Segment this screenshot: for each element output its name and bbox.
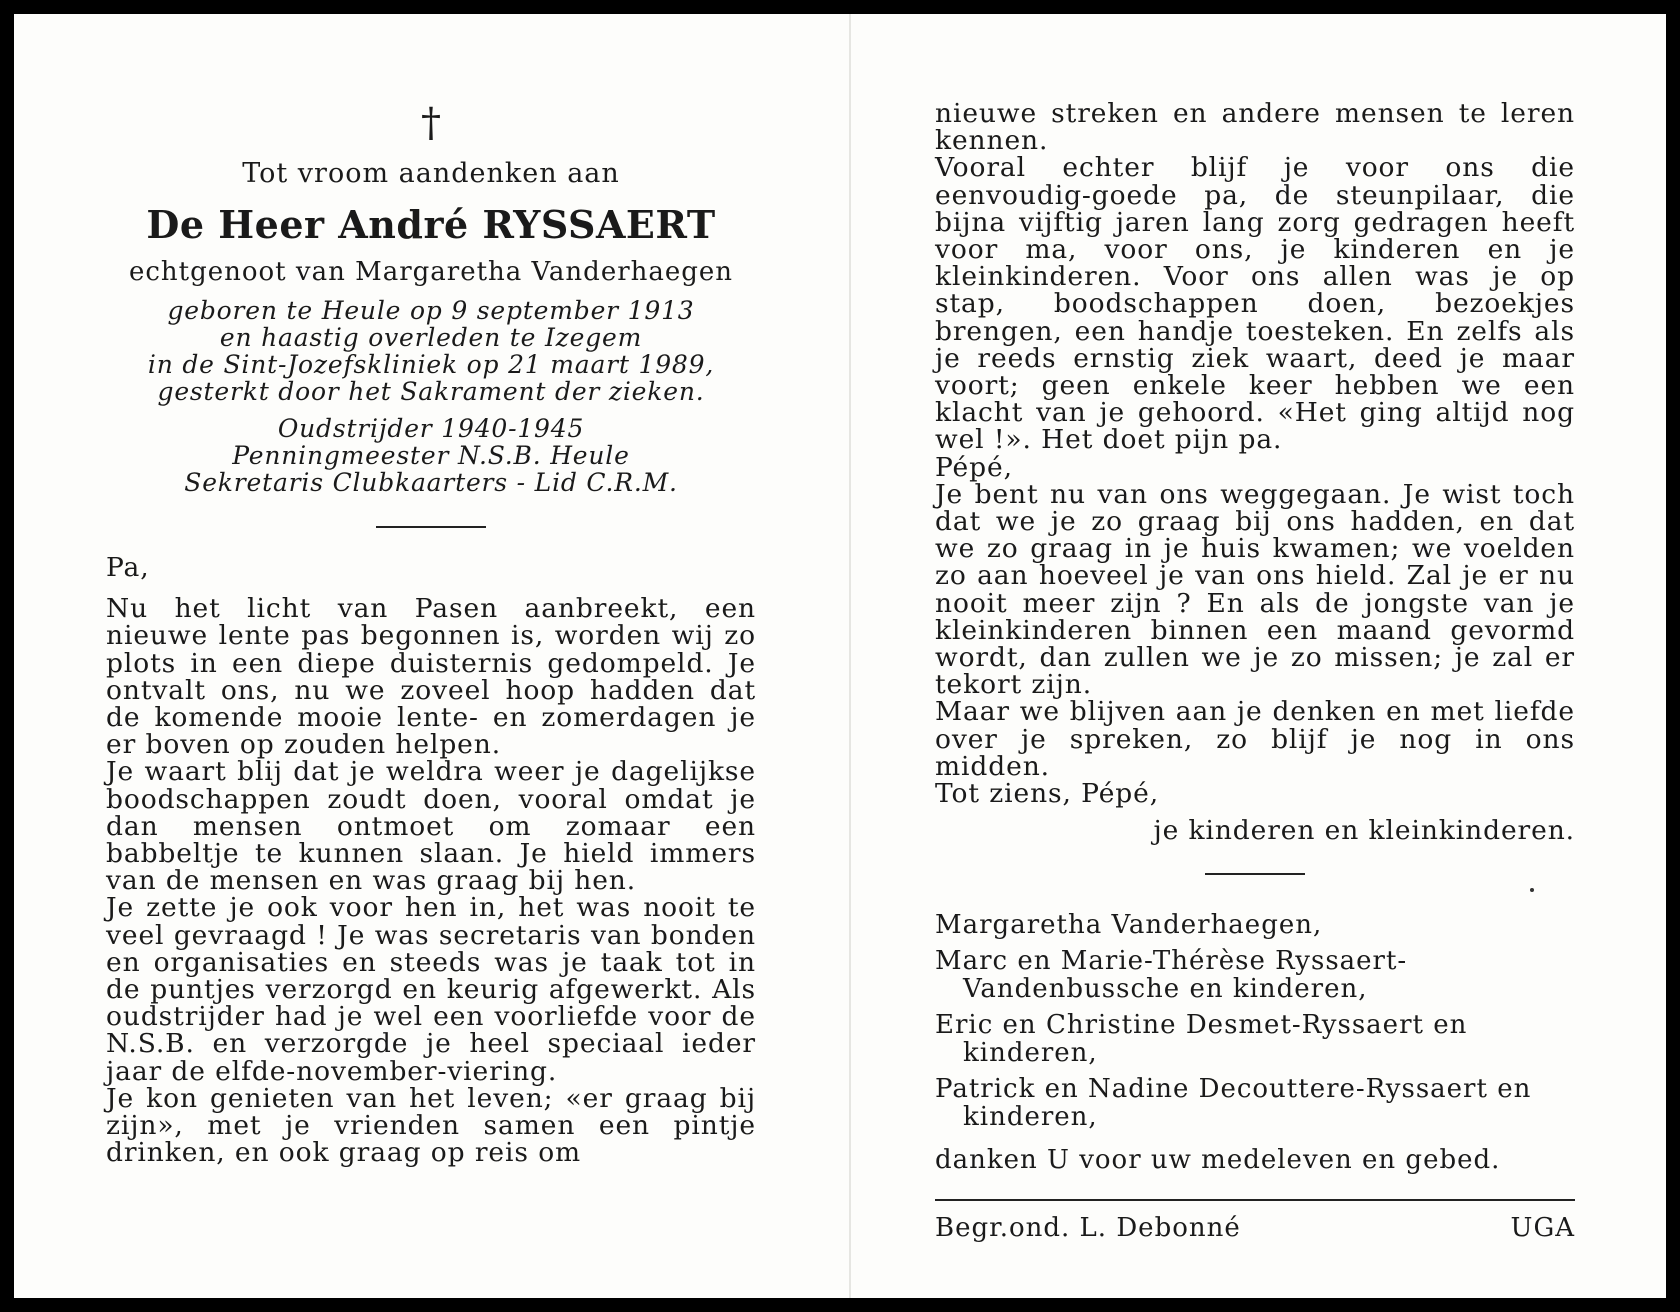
birth-death-block — [106, 297, 756, 405]
letter-paragraph: Je kon genieten van het leven; «er graag bij zijn», met je vrienden samen een pintje drinken, en ook graag op reis om — [106, 1082, 756, 1169]
title-line: Sekretaris Clubkaarters - Lid C.R.M. — [184, 468, 678, 497]
undertaker: Begr.ond. L. Debonné — [935, 1213, 1241, 1244]
letter-greeting: Pa, — [106, 552, 150, 583]
letter-paragraph: Je zette je ook voor hen in, het was nooit te veel gevraagd ! Je was secretaris van bonden en organisaties en steeds was je taak tot in de puntjes verzorgd en keurig afgewerkt. Als oudstrijder had je wel een voorliefde voor de N.S.B. en verzorgde je heel speciaal ieder jaar de elfde-november-viering. — [106, 892, 756, 1087]
birth-death-line: geboren te Heule op 9 september 1913 — [167, 296, 695, 325]
footer-divider — [935, 1199, 1575, 1201]
letter-left — [106, 552, 756, 1169]
family-member: Eric en Christine Desmet-Ryssaert en kinderen, — [935, 1010, 1468, 1069]
footer — [935, 1211, 1575, 1245]
speck-mark — [1530, 888, 1534, 892]
printer: UGA — [1510, 1213, 1575, 1244]
intro-line: Tot vroom aandenken aan — [242, 158, 620, 189]
family-list — [935, 911, 1575, 1131]
letter-signature: je kinderen en kleinkinderen. — [1153, 815, 1575, 847]
title-line: Penningmeester N.S.B. Heule — [232, 441, 630, 470]
letter-paragraph: Maar we blijven aan je denken en met liefde over je spreken, zo blijf je nog in ons midden. — [935, 696, 1575, 782]
cross-icon: † — [421, 100, 441, 146]
left-page — [106, 95, 756, 1169]
birth-death-line: in de Sint-Jozefskliniek op 21 maart 1989, — [147, 350, 715, 379]
divider — [376, 526, 486, 528]
thanks-line: danken U voor uw medeleven en gebed. — [935, 1145, 1501, 1176]
title-line: Oudstrijder 1940-1945 — [277, 414, 585, 443]
family-member: Patrick en Nadine Decouttere-Ryssaert en kinderen, — [935, 1074, 1532, 1133]
right-page — [935, 100, 1575, 1245]
titles-block — [106, 415, 756, 496]
letter-right — [935, 98, 1575, 810]
deceased-name: De Heer André RYSSAERT — [146, 202, 716, 247]
letter-paragraph: Nu het licht van Pasen aanbreekt, een nieuwe lente pas begonnen is, worden wij zo plots in een diepe duisternis gedompeld. Je ontvalt ons, nu we zoveel hoop hadden dat de komende mooie lente- en zomerdagen je er boven op zouden helpen. — [106, 593, 756, 761]
card-fold — [849, 14, 851, 1298]
letter-paragraph: Tot ziens, Pépé, — [935, 778, 1160, 810]
divider — [1205, 873, 1305, 875]
birth-death-line: gesterkt door het Sakrament der zieken. — [157, 377, 705, 406]
letter-paragraph: nieuwe streken en andere mensen te leren kennen. — [935, 98, 1575, 157]
letter-paragraph: Je bent nu van ons weggegaan. Je wist toch dat we je zo graag bij ons hadden, en dat we zo graag in je huis kwamen; we voelden zo aan hoeveel je van ons hield. Zal je er nu nooit meer zijn ? En als de jongste van je kleinkinderen binnen een maand gevormd wordt, dan zullen we je zo missen; je zal er tekort zijn. — [935, 478, 1575, 701]
letter-paragraph: Vooral echter blijf je voor ons die eenvoudig-goede pa, de steunpilaar, die bijna vijftig jaren lang zorg gedragen heeft voor ma, voor ons, je kinderen en je kleinkinderen. Voor ons allen was je op stap, boodschappen doen, bezoekjes brengen, een handje toesteken. En zelfs als je reeds ernstig ziek waart, deed je maar voort; geen enkele keer hebben we een klacht van je gehoord. «Het ging altijd nog wel !». Het doet pijn pa. — [935, 152, 1575, 456]
letter-paragraph: Je waart blij dat je weldra weer je dagelijkse boodschappen zoudt doen, vooral omdat je dan mensen ontmoet om zomaar een babbeltje te kunnen slaan. Je hield immers van de mensen en was graag bij hen. — [106, 756, 756, 897]
spouse-line: echtgenoot van Margaretha Vanderhaegen — [128, 257, 734, 287]
family-member: Margaretha Vanderhaegen, — [935, 910, 1323, 941]
letter-paragraph: Pépé, — [935, 451, 1013, 483]
birth-death-line: en haastig overleden te Izegem — [219, 323, 643, 352]
family-member: Marc en Marie-Thérèse Ryssaert-Vandenbussche en kinderen, — [935, 946, 1408, 1005]
